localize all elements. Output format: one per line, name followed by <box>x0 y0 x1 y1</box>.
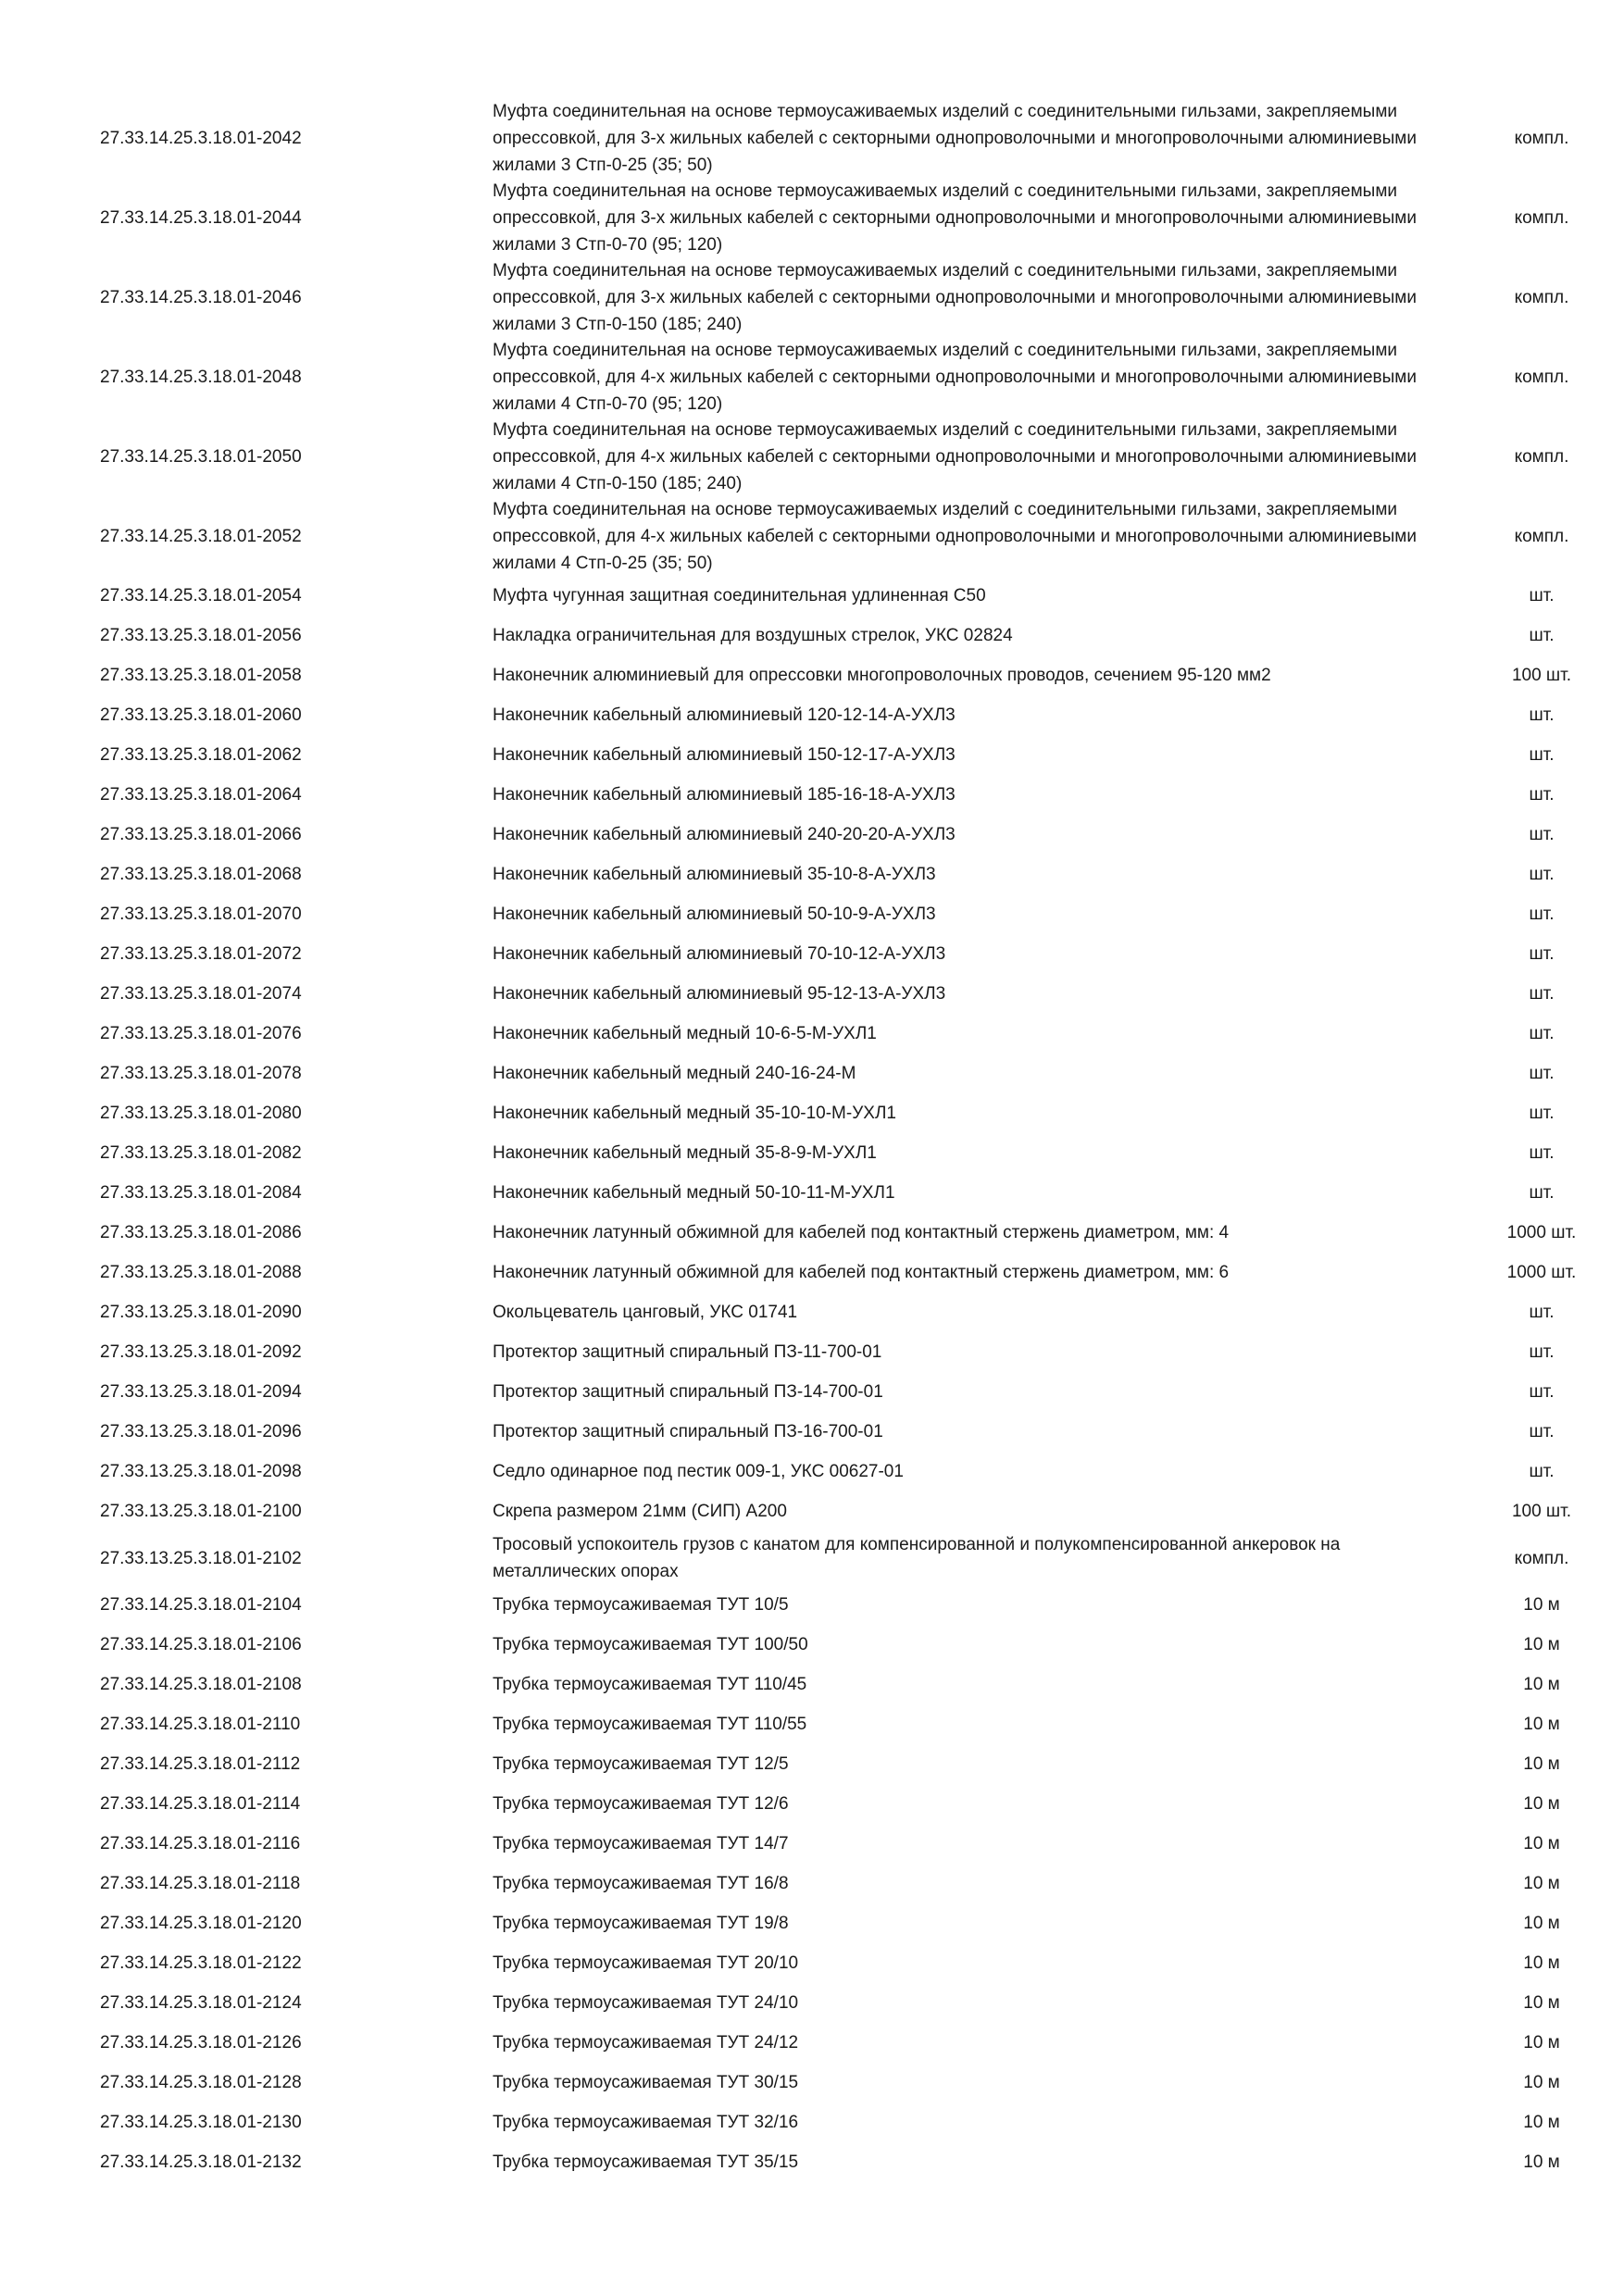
table-row <box>0 1585 1624 1625</box>
table-row <box>0 775 1624 815</box>
row-name: Муфта соединительная на основе термоусаживаемых изделий с соединительными гильзами, закрепляемыми опрессовкой, для 4-х жильных кабелей с секторными однопроволочными и многопроволочными алюминиевыми жилами 4 Стп-0-25 (35; 50) <box>493 499 1417 573</box>
row-unit: 10 м <box>1523 1953 1560 1973</box>
row-unit: шт. <box>1529 586 1555 605</box>
row-name: Трубка термоусаживаемая ТУТ 100/50 <box>493 1635 808 1654</box>
row-unit: 1000 шт. <box>1506 1263 1577 1282</box>
table-row <box>0 1665 1624 1704</box>
row-unit: 10 м <box>1523 2152 1560 2172</box>
table-row <box>0 98 1624 178</box>
row-unit: шт. <box>1529 785 1555 805</box>
row-name: Наконечник кабельный медный 35-8-9-М-УХЛ1 <box>493 1143 877 1163</box>
row-code: 27.33.13.25.3.18.01-2080 <box>100 1104 302 1123</box>
row-code: 27.33.14.25.3.18.01-2124 <box>100 1993 302 2013</box>
table-row <box>0 1491 1624 1531</box>
row-unit: 10 м <box>1523 1754 1560 1774</box>
row-unit: 100 шт. <box>1511 666 1572 685</box>
row-code: 27.33.13.25.3.18.01-2088 <box>100 1263 302 1282</box>
row-code: 27.33.14.25.3.18.01-2116 <box>100 1834 301 1853</box>
row-unit: 10 м <box>1523 2033 1560 2053</box>
table-row <box>0 1292 1624 1332</box>
row-unit: шт. <box>1529 1303 1555 1322</box>
row-code: 27.33.14.25.3.18.01-2042 <box>100 128 302 148</box>
row-name: Протектор защитный спиральный ПЗ-16-700-01 <box>493 1422 883 1441</box>
row-code: 27.33.13.25.3.18.01-2094 <box>100 1382 302 1402</box>
table-row <box>0 1173 1624 1213</box>
row-name: Муфта соединительная на основе термоусаживаемых изделий с соединительными гильзами, закрепляемыми опрессовкой, для 4-х жильных кабелей с секторными однопроволочными и многопроволочными алюминиевыми жилами 4 Стп-0-150 (185; 240) <box>493 419 1417 493</box>
row-code: 27.33.14.25.3.18.01-2104 <box>100 1595 302 1615</box>
row-unit: 10 м <box>1523 2113 1560 2132</box>
row-name: Наконечник латунный обжимной для кабелей под контактный стержень диаметром, мм: 4 <box>493 1223 1230 1242</box>
row-unit: шт. <box>1529 705 1555 725</box>
row-name: Наконечник кабельный медный 240-16-24-М <box>493 1064 856 1083</box>
resource-table <box>0 98 1624 2182</box>
table-row <box>0 934 1624 974</box>
row-name: Трубка термоусаживаемая ТУТ 110/45 <box>493 1675 807 1694</box>
row-name: Наконечник кабельный алюминиевый 70-10-12-А-УХЛ3 <box>493 944 946 964</box>
row-unit: 10 м <box>1523 1874 1560 1893</box>
table-row <box>0 815 1624 855</box>
row-name: Наконечник кабельный медный 50-10-11-М-УХЛ1 <box>493 1183 895 1203</box>
row-code: 27.33.13.25.3.18.01-2098 <box>100 1462 302 1481</box>
row-code: 27.33.13.25.3.18.01-2070 <box>100 905 302 924</box>
row-name: Наконечник кабельный алюминиевый 120-12-14-А-УХЛ3 <box>493 705 956 725</box>
row-code: 27.33.13.25.3.18.01-2092 <box>100 1342 302 1362</box>
row-name: Муфта соединительная на основе термоусаживаемых изделий с соединительными гильзами, закрепляемыми опрессовкой, для 3-х жильных кабелей с секторными однопроволочными и многопроволочными алюминиевыми жилами 3 Стп-0-70 (95; 120) <box>493 181 1417 255</box>
table-row <box>0 178 1624 257</box>
row-name: Наконечник кабельный алюминиевый 150-12-17-А-УХЛ3 <box>493 745 956 765</box>
row-unit: шт. <box>1529 745 1555 765</box>
row-unit: компл. <box>1514 207 1569 228</box>
row-name: Трубка термоусаживаемая ТУТ 12/6 <box>493 1794 789 1814</box>
row-name: Наконечник кабельный алюминиевый 95-12-13-А-УХЛ3 <box>493 984 946 1004</box>
table-row <box>0 1824 1624 1864</box>
row-unit: шт. <box>1529 944 1555 964</box>
row-name: Трубка термоусаживаемая ТУТ 24/12 <box>493 2033 799 2053</box>
row-code: 27.33.13.25.3.18.01-2082 <box>100 1143 302 1163</box>
row-code: 27.33.14.25.3.18.01-2050 <box>100 446 302 467</box>
row-name: Накладка ограничительная для воздушных стрелок, УКС 02824 <box>493 626 1013 645</box>
row-code: 27.33.13.25.3.18.01-2062 <box>100 745 302 765</box>
row-code: 27.33.14.25.3.18.01-2110 <box>100 1715 301 1734</box>
row-name: Наконечник алюминиевый для опрессовки многопроволочных проводов, сечением 95-120 мм2 <box>493 666 1271 685</box>
table-row <box>0 1625 1624 1665</box>
row-code: 27.33.14.25.3.18.01-2048 <box>100 367 302 387</box>
table-row <box>0 1864 1624 1903</box>
table-row <box>0 1133 1624 1173</box>
row-name: Наконечник кабельный алюминиевый 50-10-9-А-УХЛ3 <box>493 905 936 924</box>
row-unit: шт. <box>1529 1183 1555 1203</box>
table-row <box>0 894 1624 934</box>
table-row <box>0 337 1624 417</box>
table-row <box>0 655 1624 695</box>
row-unit: компл. <box>1514 287 1569 307</box>
row-unit: шт. <box>1529 1342 1555 1362</box>
table-row <box>0 1412 1624 1452</box>
row-code: 27.33.14.25.3.18.01-2118 <box>100 1874 301 1893</box>
row-code: 27.33.13.25.3.18.01-2068 <box>100 865 302 884</box>
row-unit: 10 м <box>1523 1993 1560 2013</box>
table-row <box>0 1943 1624 1983</box>
row-code: 27.33.14.25.3.18.01-2054 <box>100 586 302 605</box>
row-unit: 10 м <box>1523 1914 1560 1933</box>
row-name: Наконечник кабельный алюминиевый 240-20-20-А-УХЛ3 <box>493 825 956 844</box>
row-code: 27.33.14.25.3.18.01-2052 <box>100 526 302 546</box>
table-row <box>0 576 1624 616</box>
row-code: 27.33.14.25.3.18.01-2126 <box>100 2033 302 2053</box>
row-unit: 100 шт. <box>1511 1502 1572 1521</box>
row-unit: 10 м <box>1523 1635 1560 1654</box>
row-unit: 10 м <box>1523 1794 1560 1814</box>
row-name: Наконечник кабельный медный 35-10-10-М-УХЛ1 <box>493 1104 896 1123</box>
row-name: Трубка термоусаживаемая ТУТ 16/8 <box>493 1874 789 1893</box>
row-unit: шт. <box>1529 626 1555 645</box>
row-unit: шт. <box>1529 984 1555 1004</box>
table-row <box>0 1704 1624 1744</box>
row-name: Муфта соединительная на основе термоусаживаемых изделий с соединительными гильзами, закрепляемыми опрессовкой, для 4-х жильных кабелей с секторными однопроволочными и многопроволочными алюминиевыми жилами 4 Стп-0-70 (95; 120) <box>493 340 1417 414</box>
row-code: 27.33.14.25.3.18.01-2122 <box>100 1953 302 1973</box>
table-row <box>0 2103 1624 2142</box>
row-code: 27.33.13.25.3.18.01-2102 <box>100 1548 302 1568</box>
row-name: Трубка термоусаживаемая ТУТ 24/10 <box>493 1993 799 2013</box>
table-row <box>0 417 1624 496</box>
table-row <box>0 2142 1624 2182</box>
table-row <box>0 974 1624 1014</box>
row-unit: шт. <box>1529 865 1555 884</box>
row-code: 27.33.14.25.3.18.01-2120 <box>100 1914 302 1933</box>
row-unit: компл. <box>1514 446 1569 467</box>
row-name: Трубка термоусаживаемая ТУТ 12/5 <box>493 1754 789 1774</box>
row-unit: 10 м <box>1523 1834 1560 1853</box>
row-code: 27.33.13.25.3.18.01-2074 <box>100 984 302 1004</box>
row-name: Наконечник кабельный алюминиевый 185-16-18-А-УХЛ3 <box>493 785 956 805</box>
table-row <box>0 496 1624 576</box>
row-unit: компл. <box>1514 1548 1569 1568</box>
row-name: Трубка термоусаживаемая ТУТ 20/10 <box>493 1953 799 1973</box>
table-row <box>0 1531 1624 1585</box>
row-code: 27.33.13.25.3.18.01-2090 <box>100 1303 302 1322</box>
table-row <box>0 2063 1624 2103</box>
row-name: Наконечник кабельный алюминиевый 35-10-8-А-УХЛ3 <box>493 865 936 884</box>
table-row <box>0 1054 1624 1093</box>
table-row <box>0 2023 1624 2063</box>
row-code: 27.33.13.25.3.18.01-2058 <box>100 666 302 685</box>
row-unit: шт. <box>1529 825 1555 844</box>
table-row <box>0 855 1624 894</box>
row-code: 27.33.14.25.3.18.01-2112 <box>100 1754 301 1774</box>
row-unit: шт. <box>1529 1422 1555 1441</box>
row-code: 27.33.14.25.3.18.01-2046 <box>100 287 302 307</box>
row-name: Тросовый успокоитель грузов с канатом для компенсированной и полукомпенсированной анкеровок на металлических опорах <box>493 1535 1341 1581</box>
row-name: Окольцеватель цанговый, УКС 01741 <box>493 1303 798 1322</box>
table-row <box>0 735 1624 775</box>
row-code: 27.33.13.25.3.18.01-2084 <box>100 1183 302 1203</box>
row-unit: 10 м <box>1523 1595 1560 1615</box>
row-name: Протектор защитный спиральный ПЗ-14-700-01 <box>493 1382 883 1402</box>
row-unit: шт. <box>1529 1024 1555 1043</box>
row-name: Трубка термоусаживаемая ТУТ 14/7 <box>493 1834 789 1853</box>
row-code: 27.33.13.25.3.18.01-2064 <box>100 785 302 805</box>
row-name: Седло одинарное под пестик 009-1, УКС 00627-01 <box>493 1462 904 1481</box>
row-name: Трубка термоусаживаемая ТУТ 30/15 <box>493 2073 799 2092</box>
row-code: 27.33.13.25.3.18.01-2056 <box>100 626 302 645</box>
row-unit: компл. <box>1514 526 1569 546</box>
row-unit: 10 м <box>1523 1675 1560 1694</box>
table-row <box>0 1983 1624 2023</box>
row-name: Муфта соединительная на основе термоусаживаемых изделий с соединительными гильзами, закрепляемыми опрессовкой, для 3-х жильных кабелей с секторными однопроволочными и многопроволочными алюминиевыми жилами 3 Стп-0-150 (185; 240) <box>493 260 1417 334</box>
row-name: Трубка термоусаживаемая ТУТ 10/5 <box>493 1595 789 1615</box>
row-code: 27.33.14.25.3.18.01-2130 <box>100 2113 302 2132</box>
row-code: 27.33.13.25.3.18.01-2096 <box>100 1422 302 1441</box>
row-unit: шт. <box>1529 1104 1555 1123</box>
row-code: 27.33.14.25.3.18.01-2106 <box>100 1635 302 1654</box>
row-code: 27.33.13.25.3.18.01-2066 <box>100 825 302 844</box>
table-row <box>0 1093 1624 1133</box>
row-unit: шт. <box>1529 1462 1555 1481</box>
table-row <box>0 1452 1624 1491</box>
row-unit: компл. <box>1514 367 1569 387</box>
row-code: 27.33.13.25.3.18.01-2060 <box>100 705 302 725</box>
row-code: 27.33.13.25.3.18.01-2078 <box>100 1064 302 1083</box>
row-code: 27.33.14.25.3.18.01-2128 <box>100 2073 302 2092</box>
row-unit: 10 м <box>1523 2073 1560 2092</box>
row-unit: шт. <box>1529 1064 1555 1083</box>
table-row <box>0 616 1624 655</box>
table-row <box>0 1784 1624 1824</box>
row-name: Протектор защитный спиральный ПЗ-11-700-01 <box>493 1342 882 1362</box>
table-row <box>0 1213 1624 1253</box>
row-name: Трубка термоусаживаемая ТУТ 35/15 <box>493 2152 799 2172</box>
row-code: 27.33.14.25.3.18.01-2114 <box>100 1794 301 1814</box>
table-row <box>0 1253 1624 1292</box>
row-code: 27.33.13.25.3.18.01-2076 <box>100 1024 302 1043</box>
row-code: 27.33.13.25.3.18.01-2072 <box>100 944 302 964</box>
row-name: Муфта соединительная на основе термоусаживаемых изделий с соединительными гильзами, закрепляемыми опрессовкой, для 3-х жильных кабелей с секторными однопроволочными и многопроволочными алюминиевыми жилами 3 Стп-0-25 (35; 50) <box>493 101 1417 175</box>
row-unit: шт. <box>1529 1382 1555 1402</box>
row-code: 27.33.13.25.3.18.01-2100 <box>100 1502 302 1521</box>
row-code: 27.33.14.25.3.18.01-2108 <box>100 1675 302 1694</box>
row-unit: 1000 шт. <box>1506 1223 1577 1242</box>
row-unit: компл. <box>1514 128 1569 148</box>
row-name: Трубка термоусаживаемая ТУТ 19/8 <box>493 1914 789 1933</box>
table-row <box>0 257 1624 337</box>
table-row <box>0 1014 1624 1054</box>
table-row <box>0 1903 1624 1943</box>
row-code: 27.33.14.25.3.18.01-2044 <box>100 207 302 228</box>
table-row <box>0 1372 1624 1412</box>
row-unit: 10 м <box>1523 1715 1560 1734</box>
table-row <box>0 695 1624 735</box>
table-row <box>0 1744 1624 1784</box>
row-unit: шт. <box>1529 1143 1555 1163</box>
row-code: 27.33.14.25.3.18.01-2132 <box>100 2152 302 2172</box>
row-code: 27.33.13.25.3.18.01-2086 <box>100 1223 302 1242</box>
row-name: Муфта чугунная защитная соединительная удлиненная С50 <box>493 586 986 605</box>
row-unit: шт. <box>1529 905 1555 924</box>
row-name: Наконечник латунный обжимной для кабелей под контактный стержень диаметром, мм: 6 <box>493 1263 1230 1282</box>
table-row <box>0 1332 1624 1372</box>
row-name: Трубка термоусаживаемая ТУТ 110/55 <box>493 1715 807 1734</box>
row-name: Трубка термоусаживаемая ТУТ 32/16 <box>493 2113 799 2132</box>
row-name: Наконечник кабельный медный 10-6-5-М-УХЛ1 <box>493 1024 877 1043</box>
row-name: Скрепа размером 21мм (СИП) А200 <box>493 1502 787 1521</box>
